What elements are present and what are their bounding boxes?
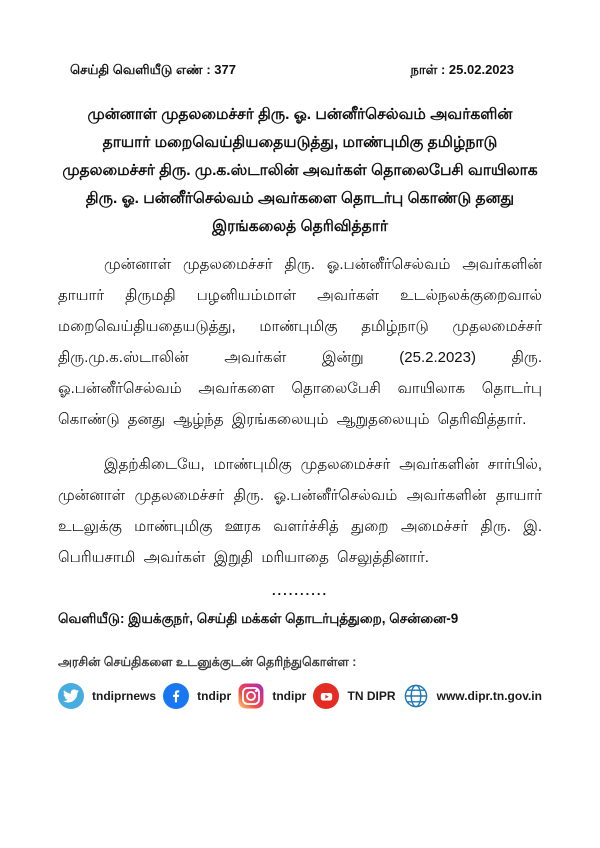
social-link-website[interactable] (403, 683, 542, 709)
instagram-handle: tndipr (272, 689, 307, 703)
document-header (58, 62, 542, 79)
page-title (58, 101, 542, 241)
title-line: இரங்கலைத் தெரிவித்தார் (212, 218, 388, 235)
globe-icon (403, 683, 429, 709)
title-line: தாயார் மறைவெய்தியதையடுத்து, மாண்புமிகு தமிழ்நாடு (102, 134, 498, 151)
social-link-facebook[interactable] (163, 683, 231, 709)
social-link-youtube[interactable] (313, 683, 395, 709)
twitter-handle: tndiprnews (92, 689, 157, 703)
title-line: திரு. ஓ. பன்னீர்செல்வம் அவர்களை தொடர்பு கொண்டு தனது (85, 190, 515, 207)
release-date: நாள் : 25.02.2023 (410, 62, 514, 77)
title-line: முதலமைச்சர் திரு. மு.க.ஸ்டாலின் அவர்கள் தொலைபேசி வாயிலாக (62, 162, 538, 179)
website-url: www.dipr.tn.gov.in (436, 689, 542, 703)
facebook-handle: tndipr (197, 689, 232, 703)
document-body (58, 249, 542, 629)
footer-tagline: அரசின் செய்திகளை உடனுக்குடன் தெரிந்துகொள்ள : (58, 655, 357, 669)
document-footer (58, 655, 542, 709)
facebook-icon (163, 683, 189, 709)
youtube-handle: TN DIPR (347, 689, 396, 703)
social-links-row (58, 683, 542, 709)
instagram-icon (238, 683, 264, 709)
youtube-icon (313, 683, 339, 709)
section-separator: .......... (271, 583, 329, 598)
twitter-icon (58, 683, 84, 709)
issued-by-line: வெளியீடு: இயக்குநர், செய்தி மக்கள் தொடர்புத்துறை, சென்னை-9 (58, 611, 459, 626)
social-link-instagram[interactable] (238, 683, 306, 709)
release-number: செய்தி வெளியீடு எண் : 377 (70, 62, 236, 77)
social-link-twitter[interactable] (58, 683, 156, 709)
body-paragraph-2: இதற்கிடையே, மாண்புமிகு முதலமைச்சர் அவர்களின் சார்பில், முன்னாள் முதலமைச்சர் திரு. ஓ.பன்னீர்செல்வம் அவர்களின் தாயார் உடலுக்கு மாண்புமிகு ஊரக வளர்ச்சித் துறை அமைச்சர் திரு. இ. பெரியசாமி அவர்கள் இறுதி மரியாதை செலுத்தினார். (58, 456, 542, 566)
body-paragraph-1: முன்னாள் முதலமைச்சர் திரு. ஓ.பன்னீர்செல்வம் அவர்களின் தாயார் திருமதி பழனியம்மாள் அவர்கள் உடல்நலக்குறைவால் மறைவெய்தியதையடுத்து, மாண்புமிகு தமிழ்நாடு முதலமைச்சர் திரு.மு.க.ஸ்டாலின் அவர்கள் இன்று (25.2.2023) திரு. ஓ.பன்னீர்செல்வம் அவர்களை தொலைபேசி வாயிலாக தொடர்பு கொண்டு தனது ஆழ்ந்த இரங்கலையும் ஆறுதலையும் தெரிவித்தார். (58, 256, 542, 428)
title-line: முன்னாள் முதலமைச்சர் திரு. ஓ. பன்னீர்செல்வம் அவர்களின் (87, 106, 513, 123)
